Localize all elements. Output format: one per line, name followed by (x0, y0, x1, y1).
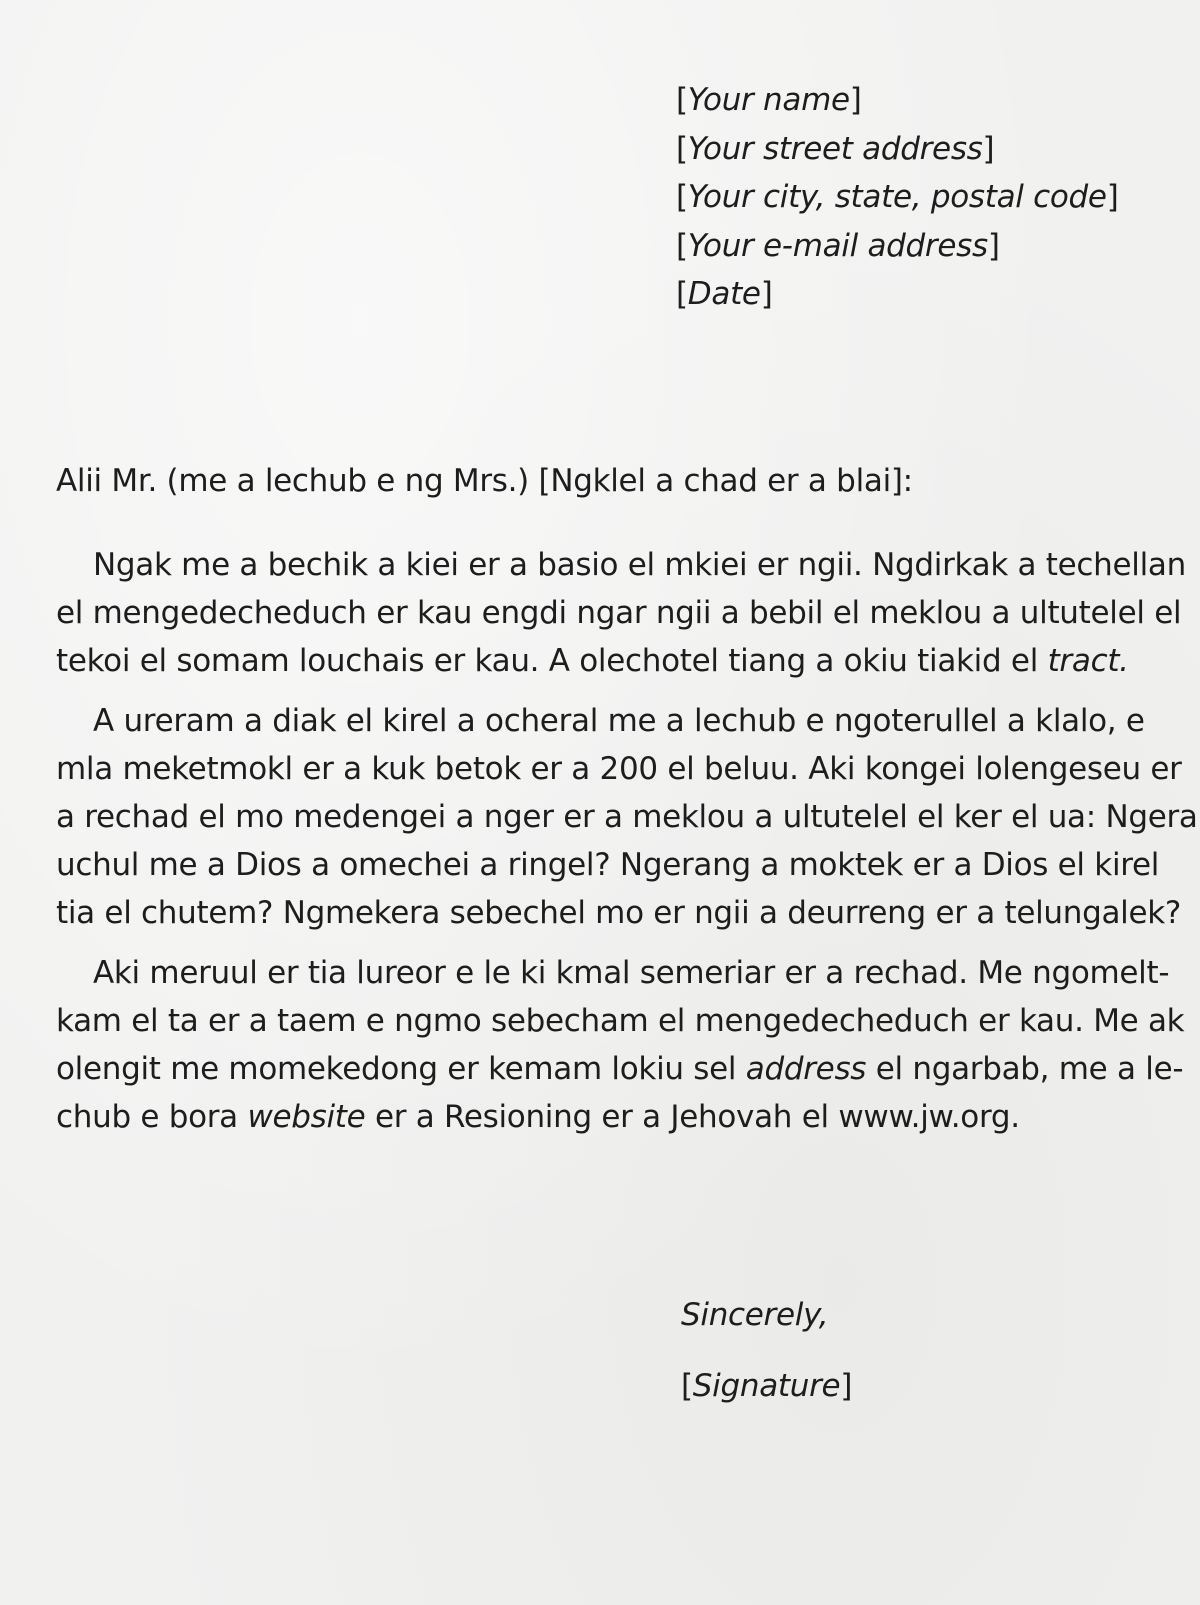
paragraph-3 (56, 949, 1200, 1141)
p2-line-5: tia el chutem? Ngmekera sebechel mo er ngii a deurreng er a telungalek? (56, 895, 1182, 931)
p1-line-3 (56, 637, 1200, 685)
p1-line-1: Ngak me a bechik a kiei er a basio el mkiei er ngii. Ngdirkak a techellan (93, 547, 1186, 583)
sender-block (676, 76, 1119, 319)
p3-line-3-pre: olengit me momekedong er kemam lokiu sel (56, 1051, 746, 1087)
paragraph-1 (56, 541, 1200, 685)
paragraph-2 (56, 697, 1200, 937)
p3-line-3-italic: address (745, 1051, 867, 1087)
sender-city-line: [Your city, state, postal code] (676, 179, 1119, 215)
sender-date-line: [Date] (676, 276, 773, 312)
p3-line-4-post: er a Resioning er a Jehovah el www.jw.org. (365, 1099, 1020, 1135)
p3-line-3-post: el ngarbab, me a le- (866, 1051, 1184, 1087)
sender-name: Your name (687, 82, 850, 118)
p3-line-3 (56, 1045, 1200, 1093)
p2-line-1: A ureram a diak el kirel a ocheral me a lechub e ngoterullel a klalo, e (93, 703, 1145, 739)
salutation: Alii Mr. (me a lechub e ng Mrs.) [Ngklel a chad er a blai]: (56, 463, 913, 499)
letter-body (56, 541, 1200, 1141)
p2-line-3: a rechad el mo medengei a nger er a meklou a ultutelel el ker el ua: Ngera (56, 799, 1198, 835)
p3-line-4-pre: chub e bora (56, 1099, 248, 1135)
sender-street-line: [Your street address] (676, 130, 995, 167)
p3-line-2: kam el ta er a taem e ngmo sebecham el mengedecheduch er kau. Me ak (56, 1003, 1185, 1039)
sender-street: Your street address (687, 130, 983, 167)
p3-line-4 (56, 1093, 1200, 1141)
sender-email: Your e-mail address (687, 227, 988, 264)
signature-line: [Signature] (681, 1368, 853, 1404)
sender-city: Your city, state, postal code (687, 179, 1107, 215)
signature-placeholder: Signature (692, 1368, 841, 1404)
sender-name-line: [Your name] (676, 82, 862, 118)
p2-line-2: mla meketmokl er a kuk betok er a 200 el beluu. Aki kongei lolengeseu er (56, 751, 1182, 787)
p1-line-3-text: tekoi el somam louchais er kau. A olechotel tiang a okiu tiakid el (56, 643, 1048, 679)
p1-line-2: el mengedecheduch er kau engdi ngar ngii a bebil el meklou a ultutelel el (56, 595, 1182, 631)
p3-line-4-italic: website (247, 1099, 366, 1135)
p1-line-3-italic: tract. (1047, 643, 1129, 679)
p3-line-1: Aki meruul er tia lureor e le ki kmal semeriar er a rechad. Me ngomelt- (93, 955, 1170, 991)
p2-line-4: uchul me a Dios a omechei a ringel? Ngerang a moktek er a Dios el kirel (56, 847, 1160, 883)
sender-email-line: [Your e-mail address] (676, 227, 1000, 264)
closing: Sincerely, (681, 1297, 829, 1333)
sender-date: Date (687, 276, 761, 312)
